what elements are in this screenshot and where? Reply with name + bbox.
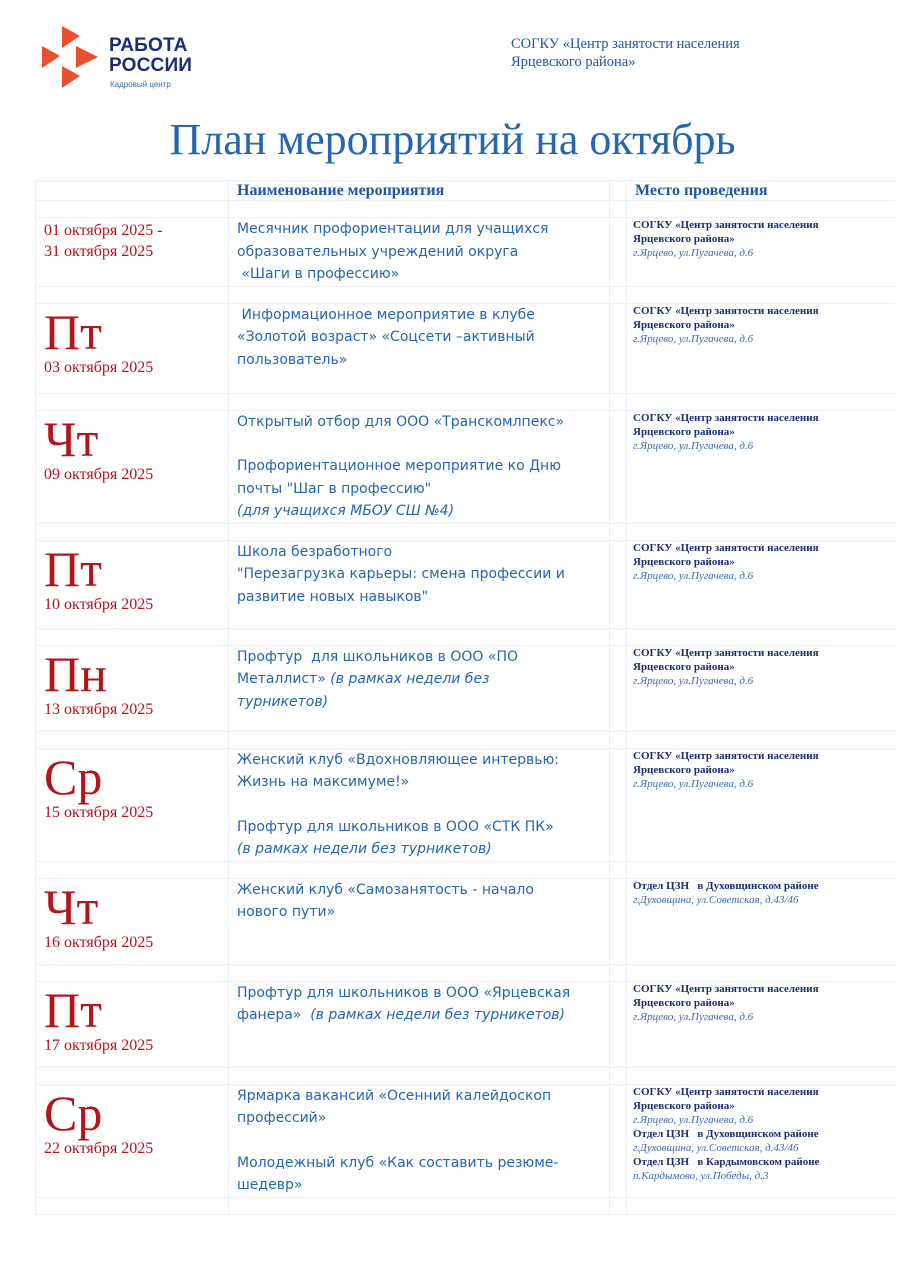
place-name: СОГКУ «Центр занятости населения [633,541,819,554]
place-name: Ярцевского района» [633,425,735,438]
date-label: 13 октября 2025 [44,700,154,718]
place-name: СОГКУ «Центр занятости населения [633,304,819,317]
date-label: 17 октября 2025 [44,1036,154,1054]
date-cell [36,303,229,393]
event-line: развитие новых навыков" [237,588,429,605]
event-line [229,668,609,691]
logo-word-rossii: РОССИИ [109,55,193,76]
event-cell [229,748,610,861]
place-name: Ярцевского района» [633,763,735,776]
table-row [36,878,896,964]
event-note: (в рамках недели без [325,671,490,687]
table-spacer [36,1197,896,1214]
table-header-row [36,181,896,201]
weekday-label: Пт [44,981,102,1038]
event-line [229,1004,609,1027]
place-address: г.Ярцево, ул.Пугачева, д.6 [633,1010,754,1023]
place-address: г.Ярцево, ул.Пугачева, д.6 [633,439,754,452]
place-address: г.Ярцево, ул.Пугачева, д.6 [633,777,754,790]
table-row [36,218,896,287]
logo-subtitle: Кадровый центр [110,80,171,89]
event-line: «Шаги в профессию» [237,266,400,282]
event-line: Профтур для школьников в ООО «Ярцевская [237,984,571,1001]
event-cell [229,645,610,731]
place-address: п.Кардымово, ул.Победы, д.3 [633,1169,769,1182]
header-date-cell [36,181,229,201]
place-name: Ярцевского района» [633,555,735,568]
place-cell [627,218,896,287]
place-name: Отдел ЦЗН в Духовщинском районе [633,879,819,892]
event-line: Молодежный клуб «Как составить резюме- [237,1154,559,1171]
event-cell [229,218,610,287]
place-address: г.Ярцево, ул.Пугачева, д.6 [633,674,754,687]
place-cell [627,1084,896,1197]
date-cell [36,981,229,1067]
weekday-label: Чт [44,410,99,467]
table-row [36,410,896,523]
event-cell [229,981,610,1067]
place-address: г.Ярцево, ул.Пугачева, д.6 [633,332,754,345]
weekday-label: Пн [44,645,107,702]
place-name: СОГКУ «Центр занятости населения [633,982,819,995]
organization-line-1: СОГКУ «Центр занятости населения [511,36,740,52]
table-spacer [36,1067,896,1084]
weekday-label: Пт [44,540,102,597]
gap-cell [610,540,627,628]
place-name: СОГКУ «Центр занятости населения [633,219,819,231]
place-address: г.Ярцево, ул.Пугачева, д.6 [633,569,754,582]
place-cell [627,748,896,861]
event-cell [229,540,610,628]
weekday-label: Ср [44,748,103,805]
place-name: Отдел ЦЗН в Духовщинском районе [633,1127,819,1140]
event-line: образовательных учреждений округа [237,243,519,260]
event-line: (для учащихся МБОУ СШ №4) [237,503,455,519]
table-row [36,540,896,628]
event-line: "Перезагрузка карьеры: смена профессии и [237,566,565,582]
event-line: нового пути» [237,904,336,920]
organization-name [511,35,740,71]
table-spacer [36,964,896,981]
date-cell [36,540,229,628]
place-address: г.Ярцево, ул.Пугачева, д.6 [633,247,754,259]
event-line: Информационное мероприятие в клубе [237,306,535,323]
place-cell [627,540,896,628]
gap-cell [610,1084,627,1197]
header-place: Место проведения [627,181,896,201]
table-row [36,748,896,861]
event-cell [229,1084,610,1197]
place-name: Ярцевского района» [633,1099,735,1112]
date-cell [36,410,229,523]
header-event: Наименование мероприятия [229,181,610,201]
gap-cell [610,218,627,287]
place-cell [627,410,896,523]
table-row [36,1084,896,1197]
date-label: 16 октября 2025 [44,933,154,951]
event-line: Открытый отбор для ООО «Транскомлпекс» [237,413,565,430]
table-spacer [36,286,896,303]
weekday-label: Чт [44,878,99,935]
table-spacer [36,393,896,410]
table-spacer [36,523,896,540]
event-line: (в рамках недели без турникетов) [237,841,492,857]
logo-word-rabota: РАБОТА [109,35,188,56]
table-spacer [36,731,896,748]
event-note: (в рамках недели без турникетов) [301,1007,566,1023]
event-line: Месячник профориентации для учащихся [237,221,549,237]
event-text: Металлист» [237,671,326,687]
gap-cell [610,303,627,393]
event-line: Профориентационное мероприятие ко Дню [237,458,561,474]
event-line: шедевр» [237,1177,303,1193]
table-row [36,981,896,1067]
event-cell [229,410,610,523]
date-cell [36,645,229,731]
header-gap-cell [610,181,627,201]
place-address: г.Духовщина, ул.Советская, д.43/46 [633,893,799,906]
event-cell [229,878,610,964]
place-name: СОГКУ «Центр занятости населения [633,1085,819,1098]
event-text: фанера» [237,1007,302,1023]
event-cell [229,303,610,393]
event-line: Школа безработного [237,543,393,560]
event-line: «Золотой возраст» «Соцсети –активный [237,329,535,345]
event-line: профессий» [237,1110,327,1126]
event-line: Женский клуб «Самозанятость - начало [237,881,534,898]
weekday-label: Пт [44,303,102,360]
date-range-end: 31 октября 2025 [44,243,154,260]
date-label: 15 октября 2025 [44,803,154,821]
gap-cell [610,645,627,731]
page-title: План мероприятий на октябрь [169,115,736,164]
table-spacer [36,628,896,645]
gap-cell [610,410,627,523]
place-cell [627,645,896,731]
place-name: Ярцевского района» [633,318,735,331]
place-address: г.Духовщина, ул.Советская, д.43/46 [633,1141,799,1154]
event-line: почты "Шаг в профессию" [237,480,432,497]
place-name: СОГКУ «Центр занятости населения [633,646,819,659]
table-spacer [36,201,896,218]
place-name: СОГКУ «Центр занятости населения [633,411,819,424]
table-spacer [36,861,896,878]
date-label: 10 октября 2025 [44,595,154,613]
date-cell [36,748,229,861]
gap-cell [610,748,627,861]
date-label: 09 октября 2025 [44,465,154,483]
date-range-start: 01 октября 2025 - [44,222,163,239]
logo-arrows-icon [40,24,102,88]
table-row [36,645,896,731]
place-name: Ярцевского района» [633,996,735,1009]
date-cell [36,1084,229,1197]
place-name: Отдел ЦЗН в Кардымовском районе [633,1155,820,1168]
rabota-rossii-logo [40,24,210,90]
gap-cell [610,981,627,1067]
place-address: г.Ярцево, ул.Пугачева, д.6 [633,1113,754,1126]
event-line: турникетов) [237,693,329,710]
date-cell [36,218,229,287]
weekday-label: Ср [44,1084,103,1141]
place-cell [627,303,896,393]
event-line: Профтур для школьников в ООО «СТК ПК» [237,818,554,835]
event-line: Женский клуб «Вдохновляющее интервью: [237,751,560,768]
table-row [36,303,896,393]
date-label: 22 октября 2025 [44,1139,154,1157]
gap-cell [610,878,627,964]
place-name: Ярцевского района» [633,233,735,245]
event-line: Ярмарка вакансий «Осенний калейдоскоп [237,1087,552,1104]
place-name: Ярцевского района» [633,660,735,673]
event-line: Профтур для школьников в ООО «ПО [237,648,519,665]
date-label: 03 октября 2025 [44,358,154,376]
date-cell [36,878,229,964]
place-cell [627,878,896,964]
event-line: Жизнь на максимуме!» [237,774,410,790]
place-cell [627,981,896,1067]
event-line: пользователь» [237,351,348,368]
organization-line-2: Ярцевского района» [511,54,636,70]
events-table [35,180,895,1215]
place-name: СОГКУ «Центр занятости населения [633,749,819,762]
